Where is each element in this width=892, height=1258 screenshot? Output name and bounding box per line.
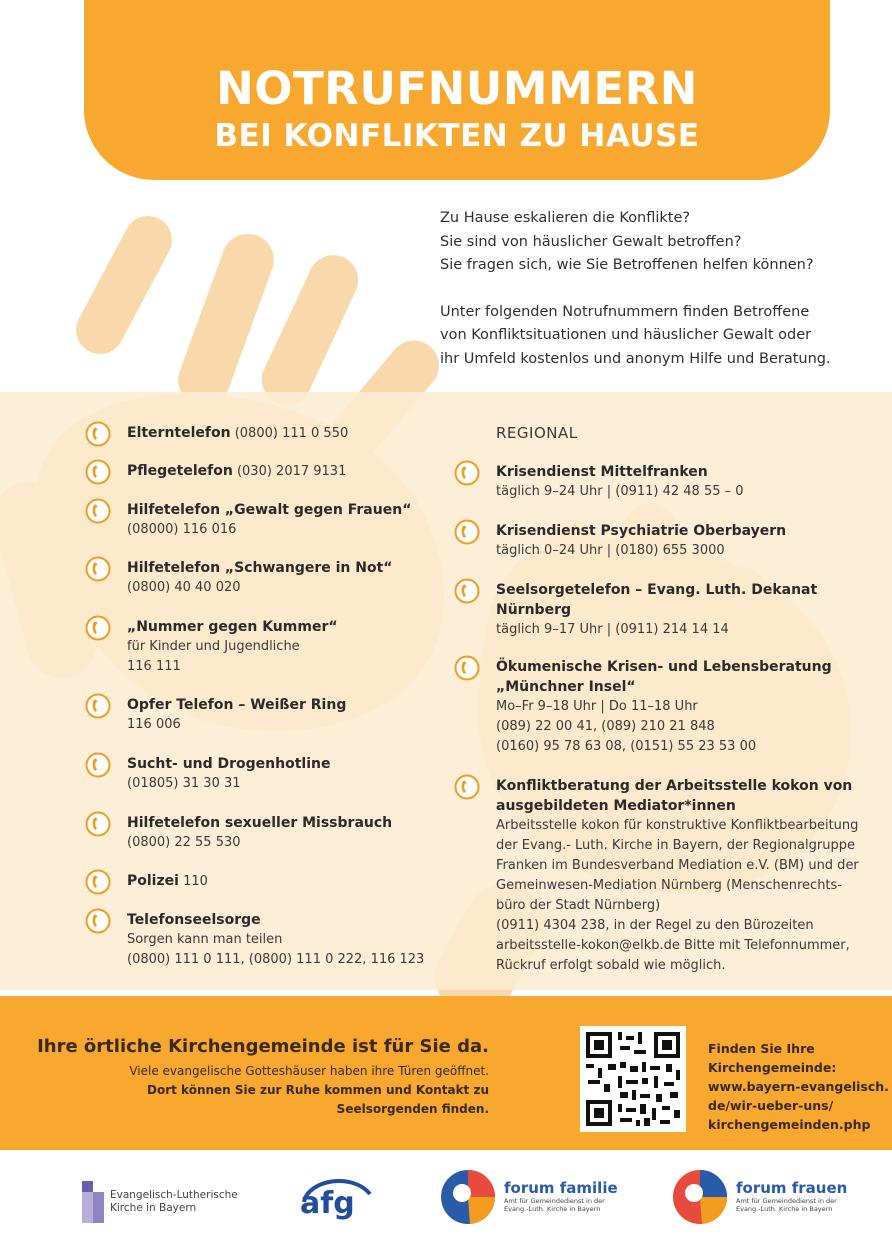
phone-handset-icon [85,869,111,895]
footer-headline: Ihre örtliche Kirchengemeinde ist für Sie da. [37,1036,489,1057]
forum-frauen-icon [672,1169,728,1225]
intro-paragraph-1: Zu Hause eskalieren die Konflikte? Sie sind von häuslicher Gewalt betroffen? Sie fragen sich, wie Sie Betroffenen helfen können? [440,210,814,273]
regional-heading: REGIONAL [496,424,578,442]
elkb-cross-icon [82,1181,104,1223]
qr-code-icon[interactable] [580,1026,686,1132]
phone-handset-icon [85,811,111,837]
phone-handset-icon [85,556,111,582]
phone-handset-icon [85,908,111,934]
forum-familie-icon [440,1169,496,1225]
phone-handset-icon [85,752,111,778]
intro-text [440,207,860,394]
intro-paragraph-2: Unter folgenden Notrufnummern finden Betroffene von Konfliktsituationen und häuslicher Gewalt oder ihr Umfeld kostenlos und anonym Hilfe und Beratung. [440,303,831,367]
header-banner [84,0,830,180]
page-title: NOTRUFNUMMERN [216,62,698,115]
phone-handset-icon [85,615,111,641]
phone-handset-icon [454,460,480,486]
footer-link-text: Finden Sie Ihre Kirchengemeinde: www.bayern-evangelisch. de/wir-ueber-uns/ kirchengemeinden.php [708,1041,889,1132]
footer-band [0,996,892,1150]
phone-handset-icon [454,519,480,545]
phone-handset-icon [85,421,111,447]
phone-handset-icon [85,498,111,524]
page-subtitle: BEI KONFLIKTEN ZU HAUSE [214,118,700,154]
footer-subtext: Viele evangelische Gotteshäuser haben ihre Türen geöffnet. Dort können Sie zur Ruhe kommen und Kontakt zu Seelsorgenden finden. [129,1064,489,1116]
phone-handset-icon [454,578,480,604]
phone-handset-icon [85,459,111,485]
phone-handset-icon [85,693,111,719]
phone-handset-icon [454,655,480,681]
phone-handset-icon [454,774,480,800]
